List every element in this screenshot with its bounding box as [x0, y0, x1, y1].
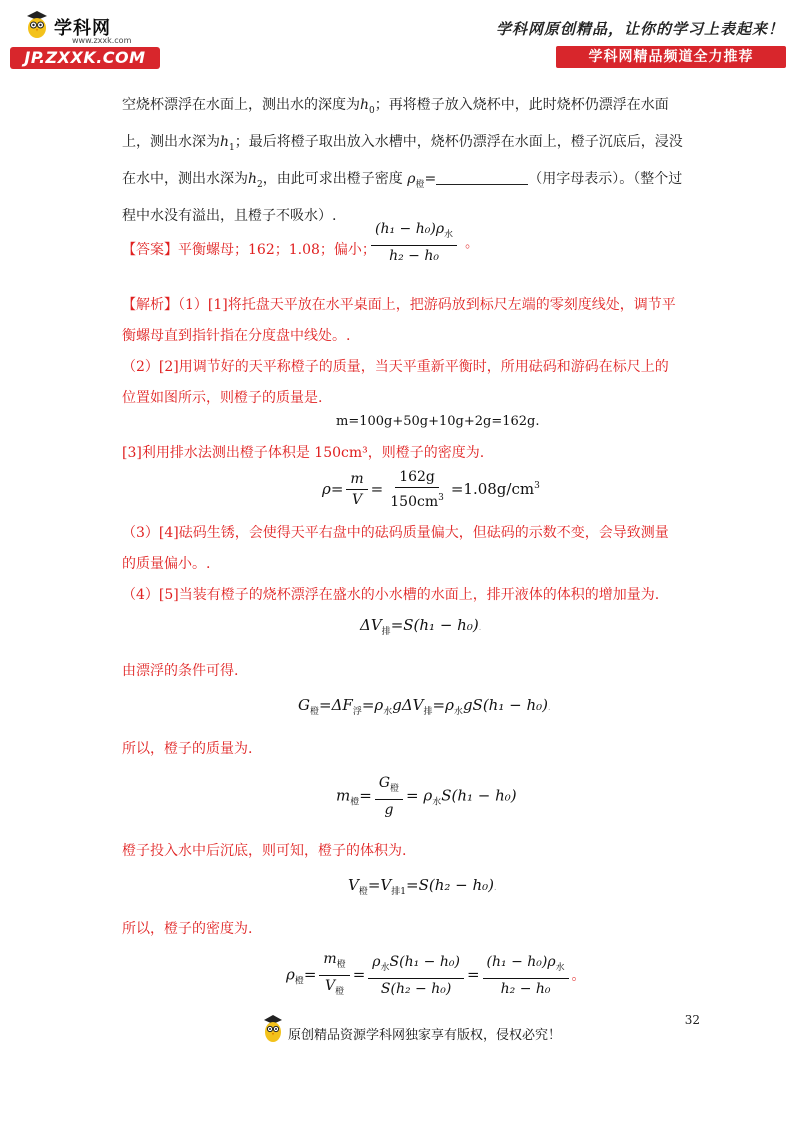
answer-text: 平衡螺母；162；1.08；偏小；: [178, 242, 376, 258]
analysis-label: 【解析】: [122, 297, 178, 313]
question-text-4: ，由此可求出橙子密度: [262, 171, 403, 187]
analysis-step-4: （3）[4]砝码生锈，会使得天平右盘中的砝码质量偏大，但砝码的示数不变，会导致测量的质量偏小。.: [122, 525, 669, 572]
delta-v-formula: $\Delta V_排=S(h_1 - h_0)$.: [360, 616, 482, 637]
header-slogan: 学科网原创精品，让你的学习上表起来！: [495, 20, 784, 38]
orange-mass-formula: $m_橙=$ $\frac{G_橙}{g}$ = $\rho_水S(h_1 - h_0)$: [336, 775, 517, 818]
analysis-step-2: （2）[2]用调节好的天平称橙子的质量，当天平重新平衡时，所用砝码和游码在标尺上的位置如图所示，则橙子的质量是.: [122, 359, 669, 406]
mass-formula: m=100g+50g+10g+2g=162g.: [336, 414, 540, 429]
orange-volume-formula: $V_橙=V_{排1}=S(h_2 - h_0)$.: [348, 876, 497, 897]
rho-subscript: 橙: [415, 180, 425, 190]
answer-formula: $\frac{(h_1 - h_0)\rho_水}{\text{h₂ − h₀}}$ 。: [368, 220, 478, 265]
analysis-step-8: 橙子投入水中后沉底，则可知，橙子的体积为.: [122, 843, 407, 859]
analysis-step-5: （4）[5]当装有橙子的烧杯漂浮在盛水的小水槽的水面上，排开液体的体积的增加量为.: [122, 587, 660, 603]
site-logo[interactable]: [10, 10, 160, 72]
footer-copyright: 原创精品资源学科网独家享有版权，侵权必究！: [288, 1028, 562, 1043]
question-paragraph: 空烧杯漂浮在水面上，测出水的深度为$h_0$；再将橙子放入烧杯中，此时烧杯仍漂浮在水面上，测出水深为$h_1$；最后将橙子取出放入水槽中，烧杯仍漂浮在水面上，橙子沉底后，浸没在水中，测出水深为$h_2$，由此可求出橙子密度 $\rho_橙=$ （用字母表示）。（整个过程中水没有溢出，且橙子不吸水）.: [122, 97, 683, 224]
question-text-2: ；再将橙子放入烧杯中，此时烧杯仍漂浮在水面上，测出水深为: [122, 97, 669, 150]
buoyancy-formula: $G_橙=\Delta F_浮=\rho_水g\Delta V_排=\rho_水gS(h_1 - h_0)$.: [298, 696, 551, 717]
var-h0: h: [360, 97, 370, 113]
var-h2: h: [248, 171, 258, 187]
owl-mascot-icon: [24, 10, 50, 40]
analysis-step-1: [122, 290, 687, 352]
analysis-text-1: （1）[1]将托盘天平放在水平桌面上，把游码放到标尺左端的零刻度线处，调节平衡螺母直到指针指在分度盘中线处。.: [122, 297, 676, 344]
orange-density-formula: $\rho_橙=$ $\frac{m_橙}{V_橙}$ = $\frac{\rho_水S(h_1 - h_0)}{\text{S(h₂ − h₀)}}$ = $\frac{(h_1 - h_0)\rho_水}{\text{h₂ − h₀}}$ 。: [286, 951, 585, 997]
var-rho: ρ: [407, 171, 416, 187]
question-text-3: ；最后将橙子取出放入水槽中，烧杯仍漂浮在水面上，橙子沉底后，浸没在水中，测出水深为: [122, 134, 683, 187]
var-h1: h: [220, 134, 230, 150]
answer-label: 【答案】: [122, 242, 178, 258]
equals-sign: =: [424, 171, 437, 187]
page-number: 32: [684, 1013, 700, 1027]
logo-domain: www.zxxk.com: [72, 36, 132, 45]
analysis-step-6: 由漂浮的条件可得.: [122, 663, 239, 679]
channel-banner: 学科网精品频道全力推荐: [556, 46, 786, 68]
answer-blank: [436, 170, 528, 185]
logo-title: 学科网: [54, 18, 111, 39]
owl-mascot-icon: [262, 1014, 284, 1044]
analysis-step-7: 所以，橙子的质量为.: [122, 741, 253, 757]
question-text-5: （用字母表示）。（整个过程中水没有溢出，且橙子不吸水）.: [122, 171, 683, 224]
analysis-step-9: 所以，橙子的密度为.: [122, 921, 253, 937]
analysis-step-3: [3]利用排水法测出橙子体积是 150cm³，则橙子的密度为.: [122, 445, 485, 461]
logo-banner: JP.ZXXK.COM: [10, 47, 160, 69]
density-formula: ρ= $\frac{m}{V}$ = $\frac{162g}{150cm^3}$ $=1.08g/cm^3$: [322, 469, 540, 510]
question-text-1: 空烧杯漂浮在水面上，测出水的深度为: [122, 97, 360, 113]
